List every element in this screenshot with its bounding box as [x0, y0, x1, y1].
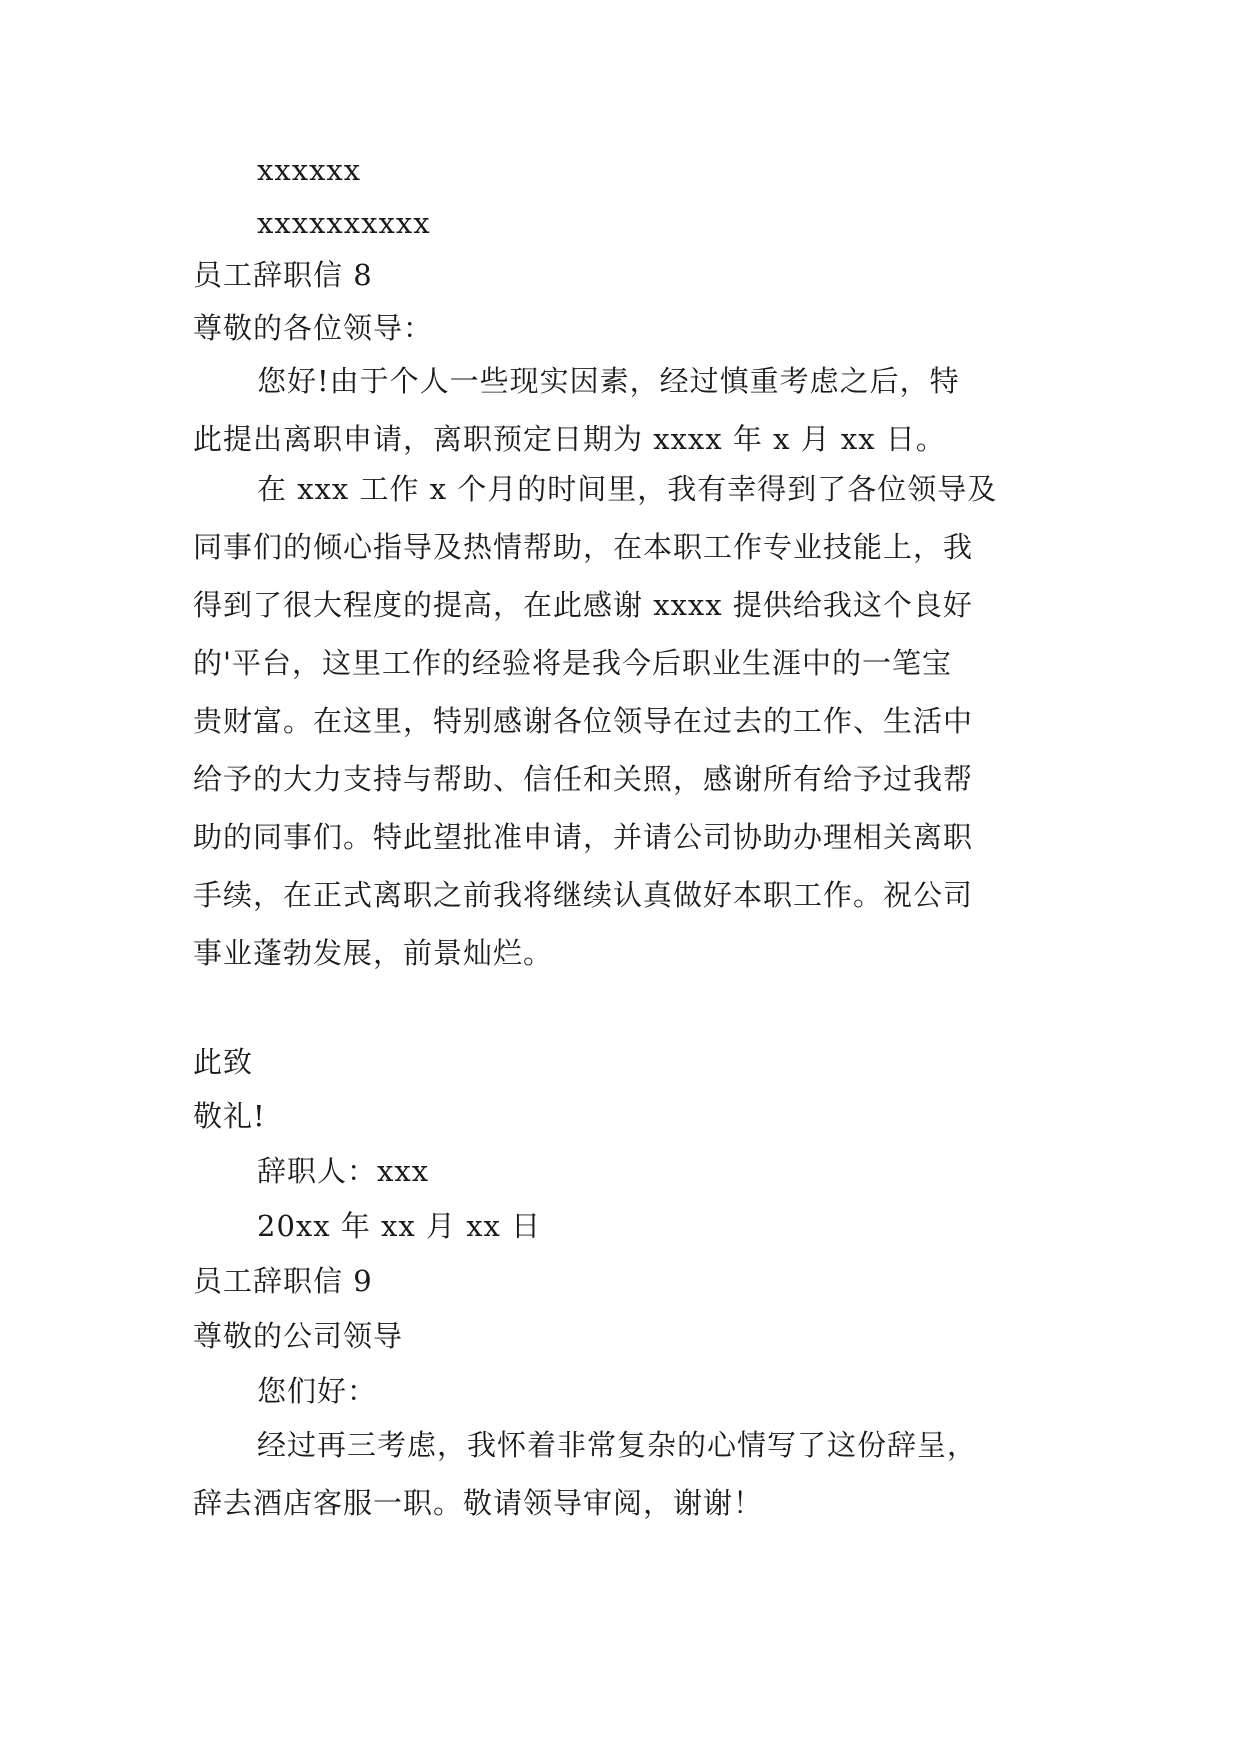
paragraph-line: 您好!由于个人一些现实因素，经过慎重考虑之后，特 — [257, 364, 960, 398]
paragraph-line: 辞去酒店客服一职。敬请领导审阅，谢谢！ — [193, 1486, 764, 1520]
paragraph-line: 手续，在正式离职之前我将继续认真做好本职工作。祝公司 — [193, 878, 974, 912]
paragraph-line: 经过再三考虑，我怀着非常复杂的心情写了这份辞呈， — [257, 1428, 978, 1462]
paragraph-line: 助的同事们。特此望批准申请，并请公司协助办理相关离职 — [193, 820, 974, 854]
paragraph-line: 的'平台，这里工作的经验将是我今后职业生涯中的一笔宝 — [193, 646, 952, 680]
letter9-title: 员工辞职信 9 — [193, 1264, 373, 1298]
letter8-date: 20xx 年 xx 月 xx 日 — [257, 1209, 542, 1243]
paragraph-line: 给予的大力支持与帮助、信任和关照，感谢所有给予过我帮 — [193, 762, 974, 796]
paragraph-line: 此提出离职申请，离职预定日期为 xxxx 年 x 月 xx 日。 — [193, 422, 946, 456]
letter8-signer: 辞职人：xxx — [257, 1154, 430, 1188]
letter8-tail-line1: xxxxxx — [257, 153, 362, 187]
paragraph-line: 贵财富。在这里，特别感谢各位领导在过去的工作、生活中 — [193, 704, 974, 738]
letter9-paragraph-1 — [193, 1425, 1063, 1541]
letter9-salutation: 尊敬的公司领导 — [193, 1319, 404, 1353]
paragraph-line: 得到了很大程度的提高，在此感谢 xxxx 提供给我这个良好 — [193, 588, 973, 622]
letter8-paragraph-1 — [193, 361, 1063, 477]
paragraph-line: 事业蓬勃发展，前景灿烂。 — [193, 936, 554, 970]
letter8-title: 员工辞职信 8 — [193, 258, 373, 292]
letter8-closing-1: 此致 — [193, 1045, 254, 1079]
letter9-greeting: 您们好： — [257, 1374, 378, 1408]
letter8-paragraph-2 — [193, 469, 1063, 991]
letter8-salutation: 尊敬的各位领导： — [193, 311, 434, 345]
paragraph-line: 同事们的倾心指导及热情帮助，在本职工作专业技能上，我 — [193, 530, 974, 564]
letter8-closing-2: 敬礼! — [193, 1099, 266, 1133]
paragraph-line: 在 xxx 工作 x 个月的时间里，我有幸得到了各位领导及 — [257, 472, 998, 506]
letter8-tail-line2: xxxxxxxxxx — [257, 206, 431, 240]
